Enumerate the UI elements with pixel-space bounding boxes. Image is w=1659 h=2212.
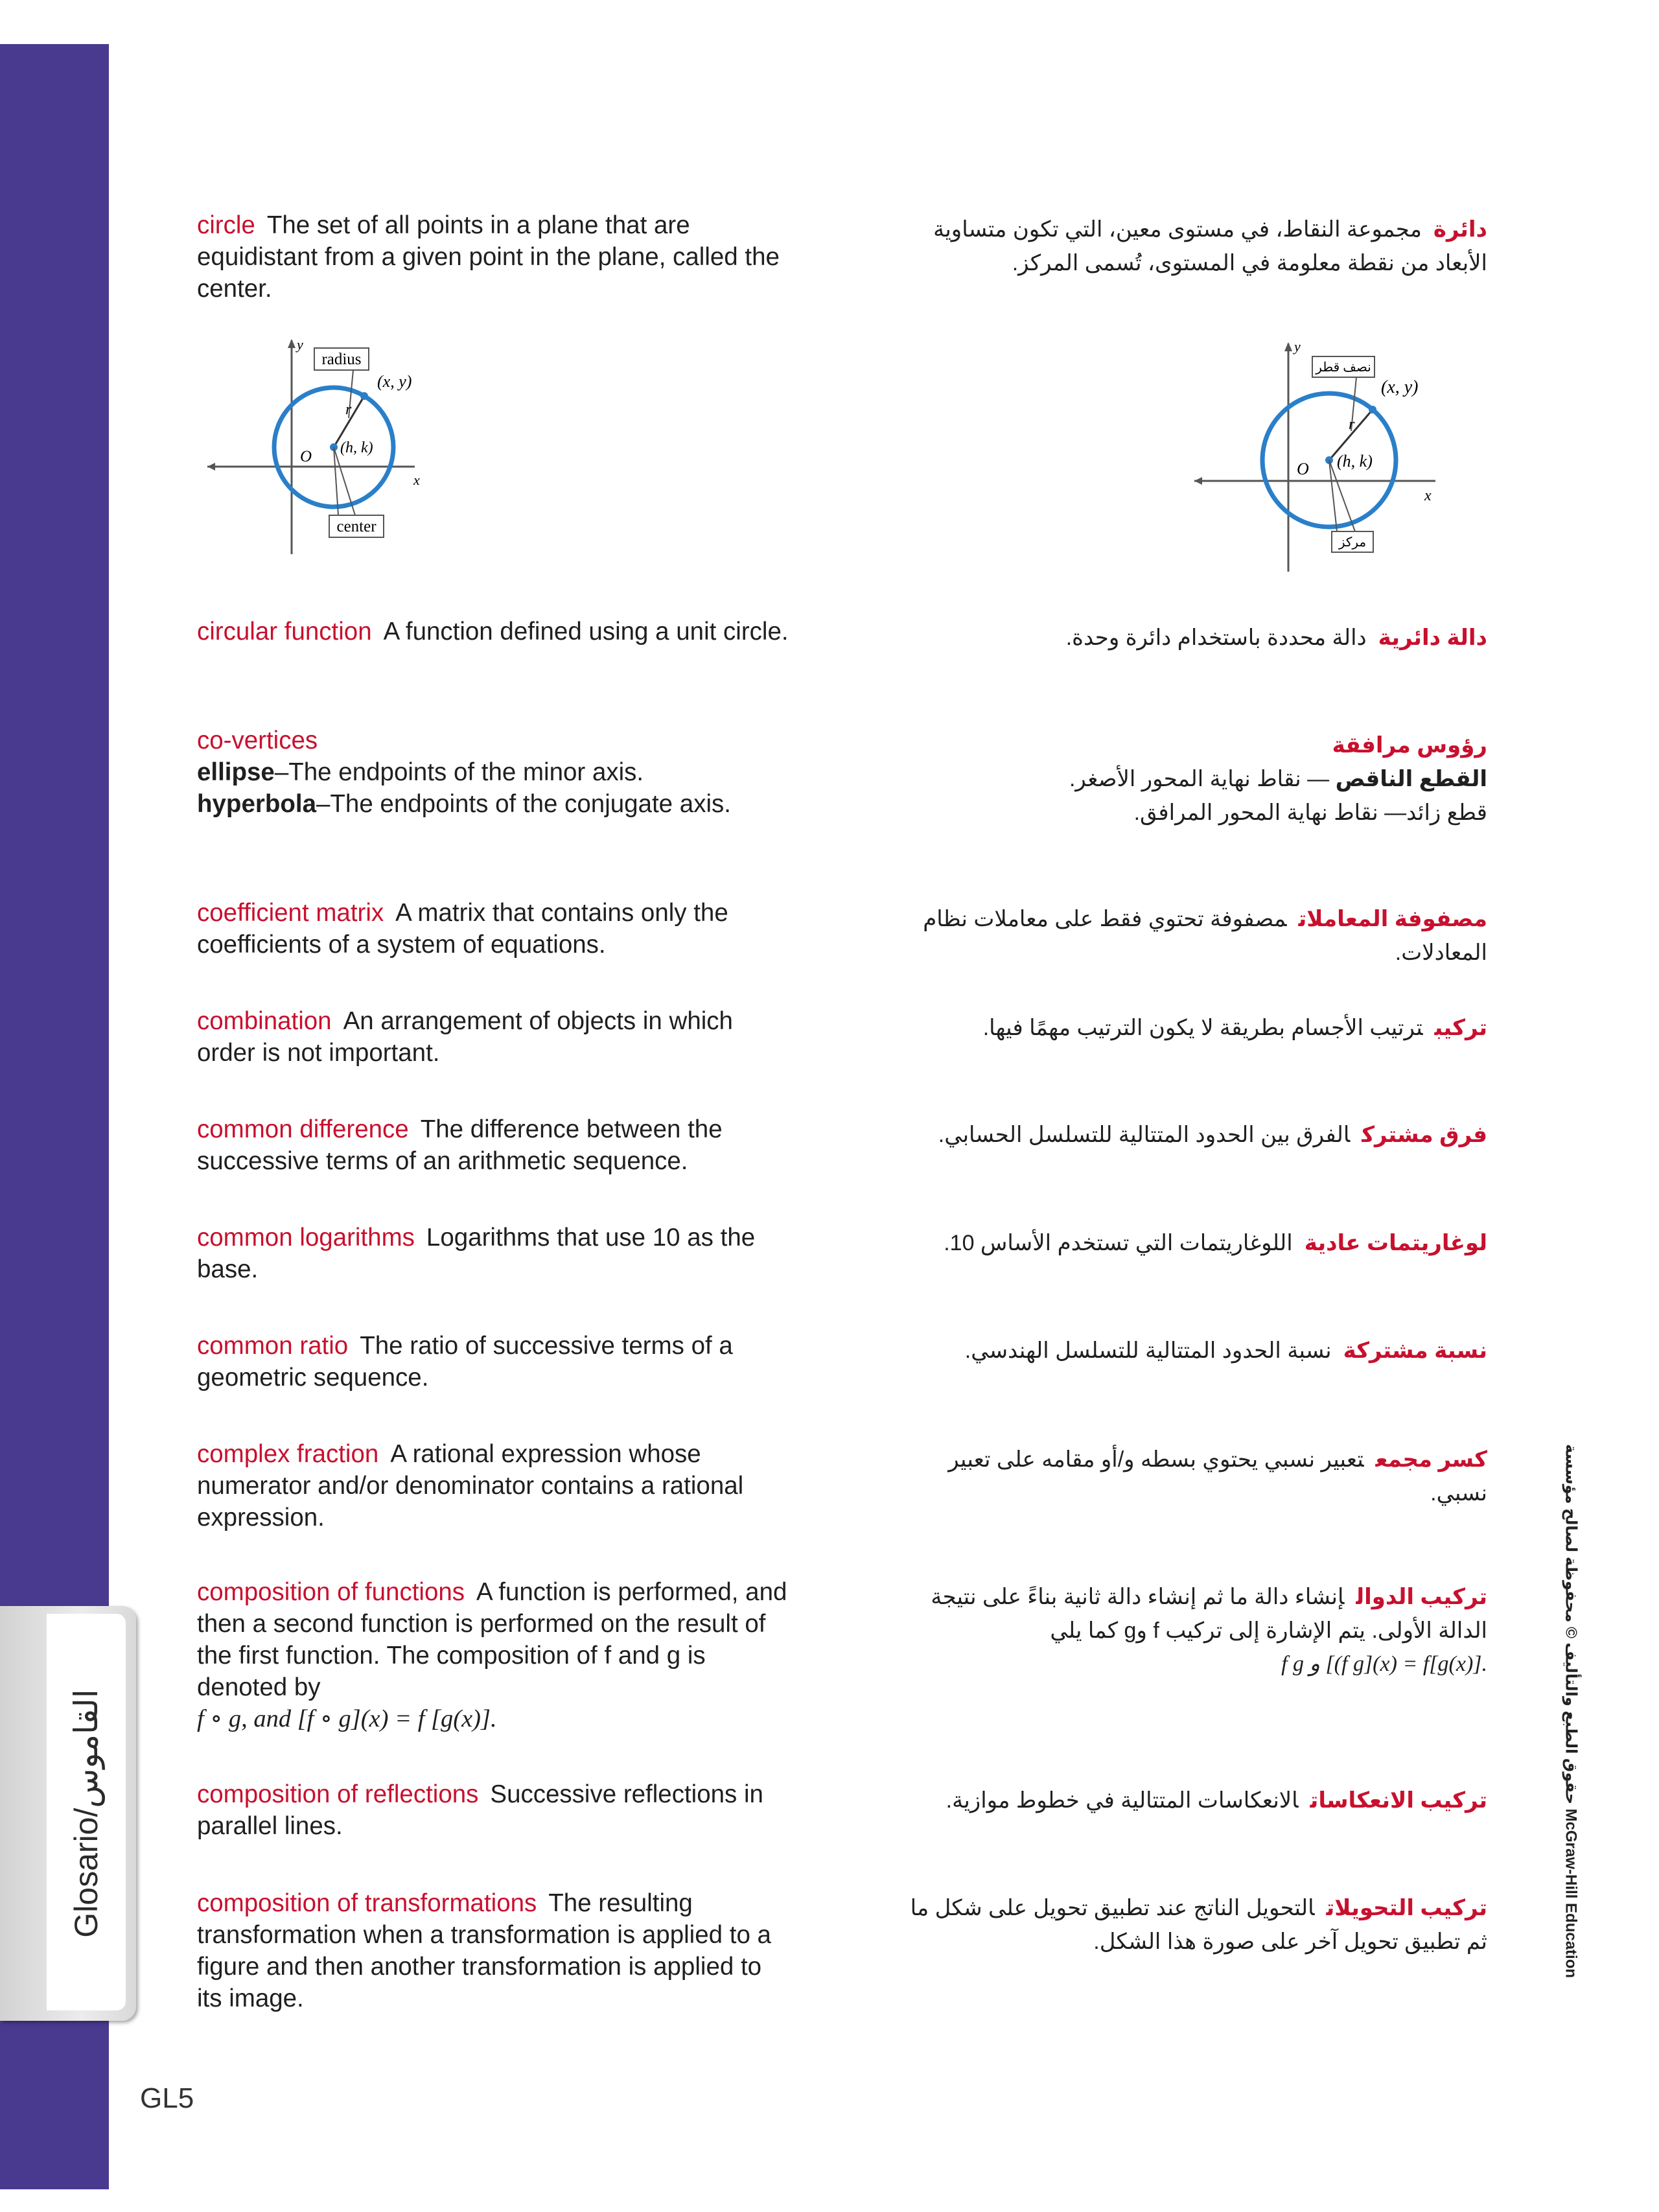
center-label: مركز bbox=[1338, 535, 1367, 550]
subterm: ellipse bbox=[197, 758, 275, 786]
definition: The set of all points in a plane that are equidistant from a given point in the plane, called the center. bbox=[197, 211, 780, 303]
r-label: r bbox=[345, 401, 352, 418]
definition: A function defined using a unit circle. bbox=[383, 618, 789, 646]
hyperbola-line bbox=[197, 788, 793, 820]
page-number: GL5 bbox=[140, 2082, 194, 2114]
definition: تعبير نسبي يحتوي بسطه و/أو مقامه على تعبير نسبي. bbox=[948, 1447, 1487, 1506]
circle-diagram-en bbox=[207, 334, 428, 557]
term: combination bbox=[197, 1007, 332, 1035]
entry-co-vertices-ar bbox=[894, 728, 1487, 830]
tab-label: Glosario/القاموس bbox=[68, 1689, 104, 1938]
term: common ratio bbox=[197, 1332, 349, 1360]
ellipse-line bbox=[894, 762, 1487, 796]
definition: الانعكاسات المتتالية في خطوط موازية. bbox=[946, 1788, 1299, 1813]
definition: Logarithms that use 10 as the base. bbox=[197, 1224, 756, 1283]
term: common logarithms bbox=[197, 1224, 415, 1252]
point-on-circle bbox=[360, 392, 368, 400]
entry-composition-transformations-ar bbox=[894, 1891, 1487, 1959]
definition: الفرق بين الحدود المتتالية للتسلسل الحسابي. bbox=[938, 1123, 1351, 1147]
term: composition of transformations bbox=[197, 1889, 537, 1917]
definition: التحويل الناتج عند تطبيق تحويل على شكل ما ثم تطبيق تحويل آخر على صورة هذا الشكل. bbox=[910, 1896, 1487, 1954]
point-on-circle bbox=[1369, 406, 1376, 413]
definition: A function is performed, and then a second function is performed on the result of the first function. The composition of f and g is denoted by bbox=[197, 1578, 787, 1701]
term: circle bbox=[197, 211, 255, 239]
definition: The difference between the successive terms of an arithmetic sequence. bbox=[197, 1115, 723, 1175]
entry-composition-functions-ar bbox=[894, 1580, 1487, 1681]
entry-circle-ar bbox=[894, 213, 1487, 280]
definition: مصفوفة تحتوي فقط على معاملات نظام المعادلات. bbox=[923, 907, 1487, 965]
term: تركيب الانعكاسات bbox=[1310, 1788, 1487, 1813]
term: circular function bbox=[197, 618, 372, 646]
ellipse-line bbox=[197, 756, 793, 788]
term: composition of functions bbox=[197, 1578, 465, 1606]
definition: ترتيب الأجسام بطريقة لا يكون الترتيب مهمًا فيها. bbox=[982, 1016, 1423, 1040]
subterm: hyperbola bbox=[197, 790, 316, 818]
radius-label: نصف قطر bbox=[1316, 360, 1371, 375]
term: تركيب الدوال bbox=[1356, 1585, 1487, 1609]
entry-circular-function-en bbox=[197, 616, 793, 647]
origin-label: O bbox=[1297, 460, 1309, 478]
entry-composition-functions-en bbox=[197, 1576, 793, 1735]
definition: The ratio of successive terms of a geometric sequence. bbox=[197, 1332, 733, 1391]
copyright-notice: حقوق الطبع والتأليف © محفوظة لصالح مؤسسة McGraw-Hill Education bbox=[1562, 1443, 1580, 1979]
term: مصفوفة المعاملات bbox=[1298, 907, 1487, 931]
circle-diagram-ar bbox=[1194, 337, 1441, 577]
entry-common-difference-ar bbox=[894, 1118, 1487, 1152]
term: دالة دائرية bbox=[1378, 625, 1487, 650]
definition: –The endpoints of the minor axis. bbox=[274, 758, 644, 786]
term: coefficient matrix bbox=[197, 899, 384, 927]
term: common difference bbox=[197, 1115, 409, 1143]
term: دائرة bbox=[1433, 217, 1487, 242]
definition: مجموعة النقاط، في مستوى معين، التي تكون متساوية الأبعاد من نقطة معلومة في المستوى، تُسمى المركز. bbox=[933, 217, 1487, 275]
entry-complex-fraction-en bbox=[197, 1438, 793, 1533]
definition: A rational expression whose numerator and/or denominator contains a rational expression. bbox=[197, 1440, 744, 1531]
entry-circle-en bbox=[197, 209, 793, 305]
term: complex fraction bbox=[197, 1440, 379, 1468]
definition: — نقاط نهاية المحور الأصغر. bbox=[1069, 767, 1330, 791]
entry-common-logarithms-ar bbox=[894, 1226, 1487, 1260]
entry-common-ratio-ar bbox=[894, 1334, 1487, 1368]
entry-common-difference-en bbox=[197, 1113, 793, 1177]
term: co-vertices bbox=[197, 727, 318, 754]
definition: إنشاء دالة ما ثم إنشاء دالة ثانية بناءً على نتيجة الدالة الأولى. يتم الإشارة إلى تركيب f وg كما يلي bbox=[931, 1585, 1487, 1643]
entry-common-ratio-en bbox=[197, 1330, 793, 1393]
definition: Successive reflections in parallel lines. bbox=[197, 1780, 763, 1840]
x-label: x bbox=[1424, 487, 1432, 504]
entry-combination-en bbox=[197, 1005, 793, 1069]
point-label: (x, y) bbox=[1381, 377, 1419, 397]
definition: –The endpoints of the conjugate axis. bbox=[316, 790, 731, 818]
hk-label: (h, k) bbox=[1337, 452, 1373, 471]
entry-composition-transformations-en bbox=[197, 1887, 793, 2014]
entry-coefficient-matrix-en bbox=[197, 897, 793, 960]
y-label: y bbox=[1294, 338, 1301, 355]
term: نسبة مشتركة bbox=[1343, 1338, 1487, 1363]
term: تركيب التحويلات bbox=[1326, 1896, 1487, 1920]
definition: The resulting transformation when a transformation is applied to a figure and then another transformation is applied to its image. bbox=[197, 1889, 771, 2012]
entry-coefficient-matrix-ar bbox=[894, 902, 1487, 970]
term: لوغاريتمات عادية bbox=[1304, 1231, 1487, 1255]
subterm: القطع الناقص bbox=[1335, 767, 1487, 791]
entry-common-logarithms-en bbox=[197, 1222, 793, 1285]
entry-combination-ar bbox=[894, 1011, 1487, 1045]
definition: اللوغاريتمات التي تستخدم الأساس 10. bbox=[944, 1231, 1293, 1255]
formula: f g و [(f g](x) = f[g(x)]. bbox=[1281, 1652, 1487, 1676]
definition: نسبة الحدود المتتالية للتسلسل الهندسي. bbox=[964, 1338, 1332, 1363]
definition: An arrangement of objects in which order is not important. bbox=[197, 1007, 733, 1067]
x-label: x bbox=[413, 472, 420, 488]
r-label: r bbox=[1349, 416, 1355, 433]
term: composition of reflections bbox=[197, 1780, 479, 1808]
entry-complex-fraction-ar bbox=[894, 1443, 1487, 1510]
hk-label: (h, k) bbox=[340, 439, 373, 456]
definition: A matrix that contains only the coefficients of a system of equations. bbox=[197, 899, 728, 959]
center-label: center bbox=[336, 518, 377, 535]
radius-label: radius bbox=[321, 351, 362, 368]
origin-label: O bbox=[300, 448, 312, 465]
entry-composition-reflections-en bbox=[197, 1778, 793, 1842]
hyperbola-line: قطع زائد— نقاط نهاية المحور المرافق. bbox=[1133, 800, 1487, 825]
term: تركيب bbox=[1434, 1016, 1487, 1040]
formula: f ∘ g, and [f ∘ g](x) = f [g(x)]. bbox=[197, 1705, 497, 1732]
definition: دالة محددة باستخدام دائرة وحدة. bbox=[1065, 625, 1367, 650]
entry-composition-reflections-ar bbox=[894, 1784, 1487, 1817]
term: رؤوس مرافقة bbox=[1332, 733, 1487, 758]
term: كسر مجمع bbox=[1375, 1447, 1487, 1472]
entry-co-vertices-en bbox=[197, 725, 793, 820]
entry-circular-function-ar bbox=[894, 621, 1487, 655]
y-label: y bbox=[297, 336, 303, 353]
point-label: (x, y) bbox=[377, 372, 412, 391]
term: فرق مشترك bbox=[1362, 1123, 1487, 1147]
